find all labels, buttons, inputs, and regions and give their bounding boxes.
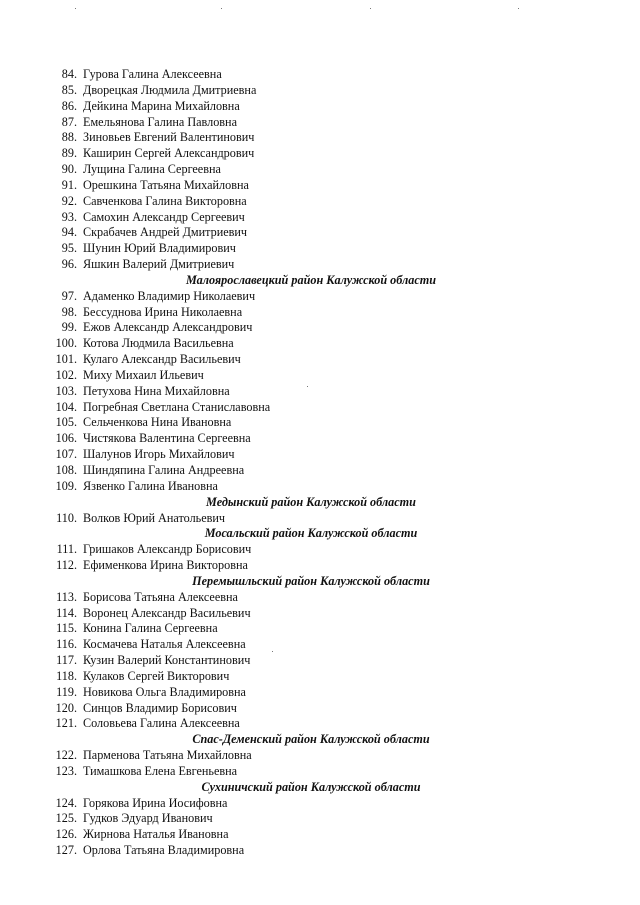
list-item-number: 86. [61,99,77,113]
district-heading [0,731,640,747]
district-heading-text: Сухиничский район Калужской области [201,780,421,794]
district-heading-text: Малоярославецкий район Калужской области [185,273,437,287]
list-item-number: 110. [56,511,77,525]
scan-speck [221,8,222,9]
list-item [0,747,640,763]
list-item-number: 85. [61,83,77,97]
list-item-number: 96. [61,257,77,271]
list-item-name: Новикова Ольга Владимировна [83,685,246,699]
list-item-number: 102. [55,368,77,382]
list-item [0,446,640,462]
list-item-number: 123. [55,764,77,778]
list-item-number: 90. [61,162,77,176]
list-item [0,430,640,446]
list-item-name: Орлова Татьяна Владимировна [83,843,245,857]
list-item-name: Дворецкая Людмила Дмитриевна [83,83,257,97]
list-item [0,399,640,415]
list-item-number: 111. [56,542,77,556]
list-item-name: Скрабачев Андрей Дмитриевич [83,225,248,239]
list-item [0,177,640,193]
list-item-name: Гурова Галина Алексеевна [83,67,222,81]
list-item [0,304,640,320]
list-item-name: Миху Михаил Ильевич [83,368,204,382]
list-item-number: 101. [55,352,77,366]
list-item-name: Яшкин Валерий Дмитриевич [83,257,235,271]
list-item-name: Шунин Юрий Владимирович [83,241,236,255]
list-item-name: Ежов Александр Александрович [83,320,253,334]
list-item-number: 126. [55,827,77,841]
list-item-name: Волков Юрий Анатольевич [83,511,226,525]
district-heading-text: Спас-Деменский район Калужской области [192,732,430,746]
list-item-number: 107. [55,447,77,461]
scan-speck [75,8,76,9]
list-item-name: Бессуднова Ирина Николаевна [83,305,243,319]
district-heading [0,573,640,589]
list-item [0,335,640,351]
list-item-name: Погребная Светлана Станиславовна [83,400,271,414]
list-item-number: 92. [61,194,77,208]
list-item-name: Кулаков Сергей Викторович [83,669,230,683]
list-item [0,795,640,811]
list-item-number: 122. [55,748,77,762]
list-item-name: Сельченкова Нина Ивановна [83,415,232,429]
district-heading-text: Мосальский район Калужской области [204,526,418,540]
list-item-name: Самохин Александр Сергеевич [83,210,245,224]
list-item [0,652,640,668]
list-item-name: Парменова Татьяна Михайловна [83,748,252,762]
list-item [0,82,640,98]
district-heading [0,494,640,510]
scan-speck [272,651,273,652]
list-item-name: Горякова Ирина Иосифовна [83,796,228,810]
list-item-name: Зиновьев Евгений Валентинович [83,130,255,144]
district-heading [0,779,640,795]
list-item-number: 98. [61,305,77,319]
list-item-name: Савченкова Галина Викторовна [83,194,247,208]
list-item-number: 100. [55,336,77,350]
list-item-name: Ефименкова Ирина Викторовна [83,558,248,572]
district-heading [0,272,640,288]
list-item [0,161,640,177]
list-item-name: Тимашкова Елена Евгеньевна [83,764,238,778]
list-item-number: 119. [56,685,77,699]
list-item-number: 99. [61,320,77,334]
list-item-number: 104. [55,400,77,414]
list-item-number: 113. [56,590,77,604]
list-item-name: Конина Галина Сергеевна [83,621,218,635]
list-item-number: 124. [55,796,77,810]
list-item-number: 117. [56,653,77,667]
list-item-name: Дейкина Марина Михайловна [83,99,240,113]
list-item-number: 95. [61,241,77,255]
list-item [0,98,640,114]
list-item-number: 109. [55,479,77,493]
list-item-number: 94. [61,225,77,239]
list-item [0,256,640,272]
list-item-number: 106. [55,431,77,445]
list-item-number: 84. [61,67,77,81]
list-item-number: 91. [61,178,77,192]
list-item-name: Емельянова Галина Павловна [83,115,237,129]
list-item-number: 103. [55,384,77,398]
list-item-name: Шалунов Игорь Михайлович [83,447,235,461]
list-item-name: Петухова Нина Михайловна [83,384,230,398]
list-item [0,810,640,826]
list-item [0,700,640,716]
district-heading [0,525,640,541]
list-item-number: 97. [61,289,77,303]
list-item [0,605,640,621]
list-item [0,557,640,573]
list-item [0,510,640,526]
list-item-name: Соловьева Галина Алексеевна [83,716,240,730]
list-item-name: Борисова Татьяна Алексеевна [83,590,238,604]
list-item-number: 105. [55,415,77,429]
list-item-name: Язвенко Галина Ивановна [83,479,218,493]
list-item-number: 127. [55,843,77,857]
scan-speck [518,8,519,9]
list-item [0,66,640,82]
list-item-number: 120. [55,701,77,715]
list-item [0,462,640,478]
list-item-number: 115. [56,621,77,635]
list-item-number: 87. [61,115,77,129]
list-item [0,129,640,145]
list-item-name: Гришаков Александр Борисович [83,542,252,556]
list-item-name: Лущина Галина Сергеевна [83,162,221,176]
district-heading-text: Медынский район Калужской области [206,495,416,509]
list-item-name: Каширин Сергей Александрович [83,146,255,160]
list-item-number: 93. [61,210,77,224]
list-item [0,145,640,161]
list-item [0,541,640,557]
list-item [0,209,640,225]
list-item-number: 116. [56,637,77,651]
list-item-name: Орешкина Татьяна Михайловна [83,178,249,192]
list-item-number: 125. [55,811,77,825]
list-item [0,589,640,605]
list-item-name: Синцов Владимир Борисович [83,701,237,715]
list-item-number: 108. [55,463,77,477]
list-item-name: Адаменко Владимир Николаевич [83,289,256,303]
list-item [0,636,640,652]
list-item [0,478,640,494]
scan-speck [307,386,308,387]
list-item [0,351,640,367]
list-item-number: 121. [55,716,77,730]
list-item-name: Кузин Валерий Константинович [83,653,251,667]
list-item [0,383,640,399]
list-item-name: Чистякова Валентина Сергеевна [83,431,251,445]
list-item-name: Жирнова Наталья Ивановна [83,827,229,841]
list-item-name: Кулаго Александр Васильевич [83,352,241,366]
list-item-name: Воронец Александр Васильевич [83,606,251,620]
list-item-name: Котова Людмила Васильевна [83,336,234,350]
list-item [0,240,640,256]
list-item [0,288,640,304]
list-item-name: Космачева Наталья Алексеевна [83,637,246,651]
list-item-number: 89. [61,146,77,160]
list-item [0,842,640,858]
list-item-number: 118. [56,669,77,683]
district-heading-text: Перемышльский район Калужской области [192,574,430,588]
list-item [0,193,640,209]
list-item [0,684,640,700]
list-item [0,319,640,335]
list-item [0,224,640,240]
list-item-number: 114. [56,606,77,620]
list-item-name: Шиндяпина Галина Андреевна [83,463,245,477]
list-item [0,114,640,130]
list-item-number: 88. [61,130,77,144]
scan-speck [370,8,371,9]
list-item [0,367,640,383]
list-item [0,826,640,842]
list-item [0,668,640,684]
list-item [0,414,640,430]
list-item [0,763,640,779]
list-item [0,620,640,636]
list-item-name: Гудков Эдуард Иванович [83,811,213,825]
list-item [0,715,640,731]
list-item-number: 112. [56,558,77,572]
